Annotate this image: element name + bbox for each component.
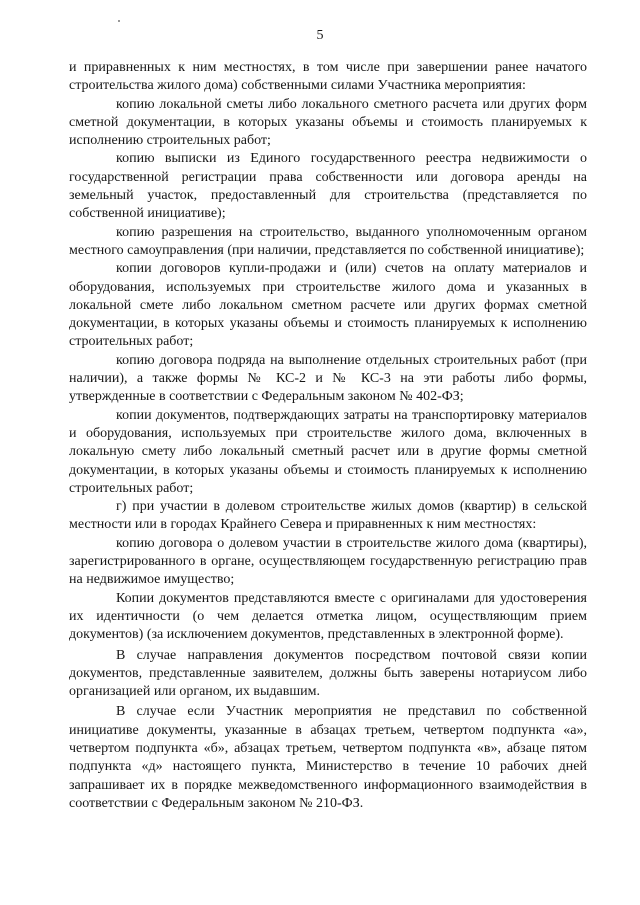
paragraph-estimate-copy: копию локальной сметы либо локального сметного расчета или других форм сметной документации, в которых указаны объемы и стоимость планируемых к исполнению строительных работ; xyxy=(69,96,587,149)
paragraph-continuation: и приравненных к ним местностях, в том числе при завершении ранее начатого строительства жилого дома) собственными силами Участника мероприятия: xyxy=(69,60,587,94)
paragraph-egrn-extract: копию выписки из Единого государственного реестра недвижимости о государственной регистрации права собственности или договора аренды на земельный участок, предоставленный для строительства (представляется по собственной инициативе); xyxy=(69,151,587,222)
scan-speck xyxy=(118,20,120,22)
paragraph-contractor-agreement: копию договора подряда на выполнение отдельных строительных работ (при наличии), а также формы № КС-2 и № КС-3 на эти работы либо формы, утвержденные в соответствии с Федеральным законом № 402-ФЗ; xyxy=(69,352,587,405)
paragraph-postal-delivery: В случае направления документов посредством почтовой связи копии документов, представленные заявителем, должны быть заверены нотариусом либо организацией или органом, их выдавшим. xyxy=(69,647,587,700)
page-number: 5 xyxy=(316,28,324,43)
paragraph-subitem-g: г) при участии в долевом строительстве жилых домов (квартир) в сельской местности или в городах Крайнего Севера и приравненных к ним местностях: xyxy=(69,499,587,533)
paragraph-originals: Копии документов представляются вместе с оригиналами для удостоверения их идентичности (о чем делается отметка лицом, осуществляющим прием документов) (за исключением документов, представленных в электронной форме). xyxy=(69,590,587,643)
document-body xyxy=(69,59,587,813)
paragraph-shared-construction: копию договора о долевом участии в строительстве жилого дома (квартиры), зарегистрированного в органе, осуществляющем государственную регистрацию прав на недвижимое имущество; xyxy=(69,535,587,588)
paragraph-interagency-request: В случае если Участник мероприятия не представил по собственной инициативе документы, указанные в абзацах третьем, четвертом подпункта «а», четвертом подпункта «б», абзацах третьем, четвертом подпункта «в», абзаце пятом подпункта «д» настоящего пункта, Министерство в течение 10 рабочих дней запрашивает их в порядке межведомственного информационного взаимодействия в соответствии с Федеральным законом № 210-ФЗ. xyxy=(69,704,587,811)
paragraph-building-permit: копию разрешения на строительство, выданного уполномоченным органом местного самоуправления (при наличии, представляется по собственной инициативе); xyxy=(69,224,587,258)
paragraph-transport-costs: копии документов, подтверждающих затраты на транспортировку материалов и оборудования, используемых при строительстве жилого дома, включенных в локальную смету либо локальный сметный расчет или в другие формы сметной документации, в которых указаны объемы и стоимость планируемых к исполнению строительных работ; xyxy=(69,407,587,496)
paragraph-purchase-contracts: копии договоров купли-продажи и (или) счетов на оплату материалов и оборудования, используемых при строительстве жилого дома и указанных в локальной смете либо локальном сметном расчете или других формах сметной документации, в которых указаны объемы и стоимость планируемых к исполнению строительных работ; xyxy=(69,261,587,350)
